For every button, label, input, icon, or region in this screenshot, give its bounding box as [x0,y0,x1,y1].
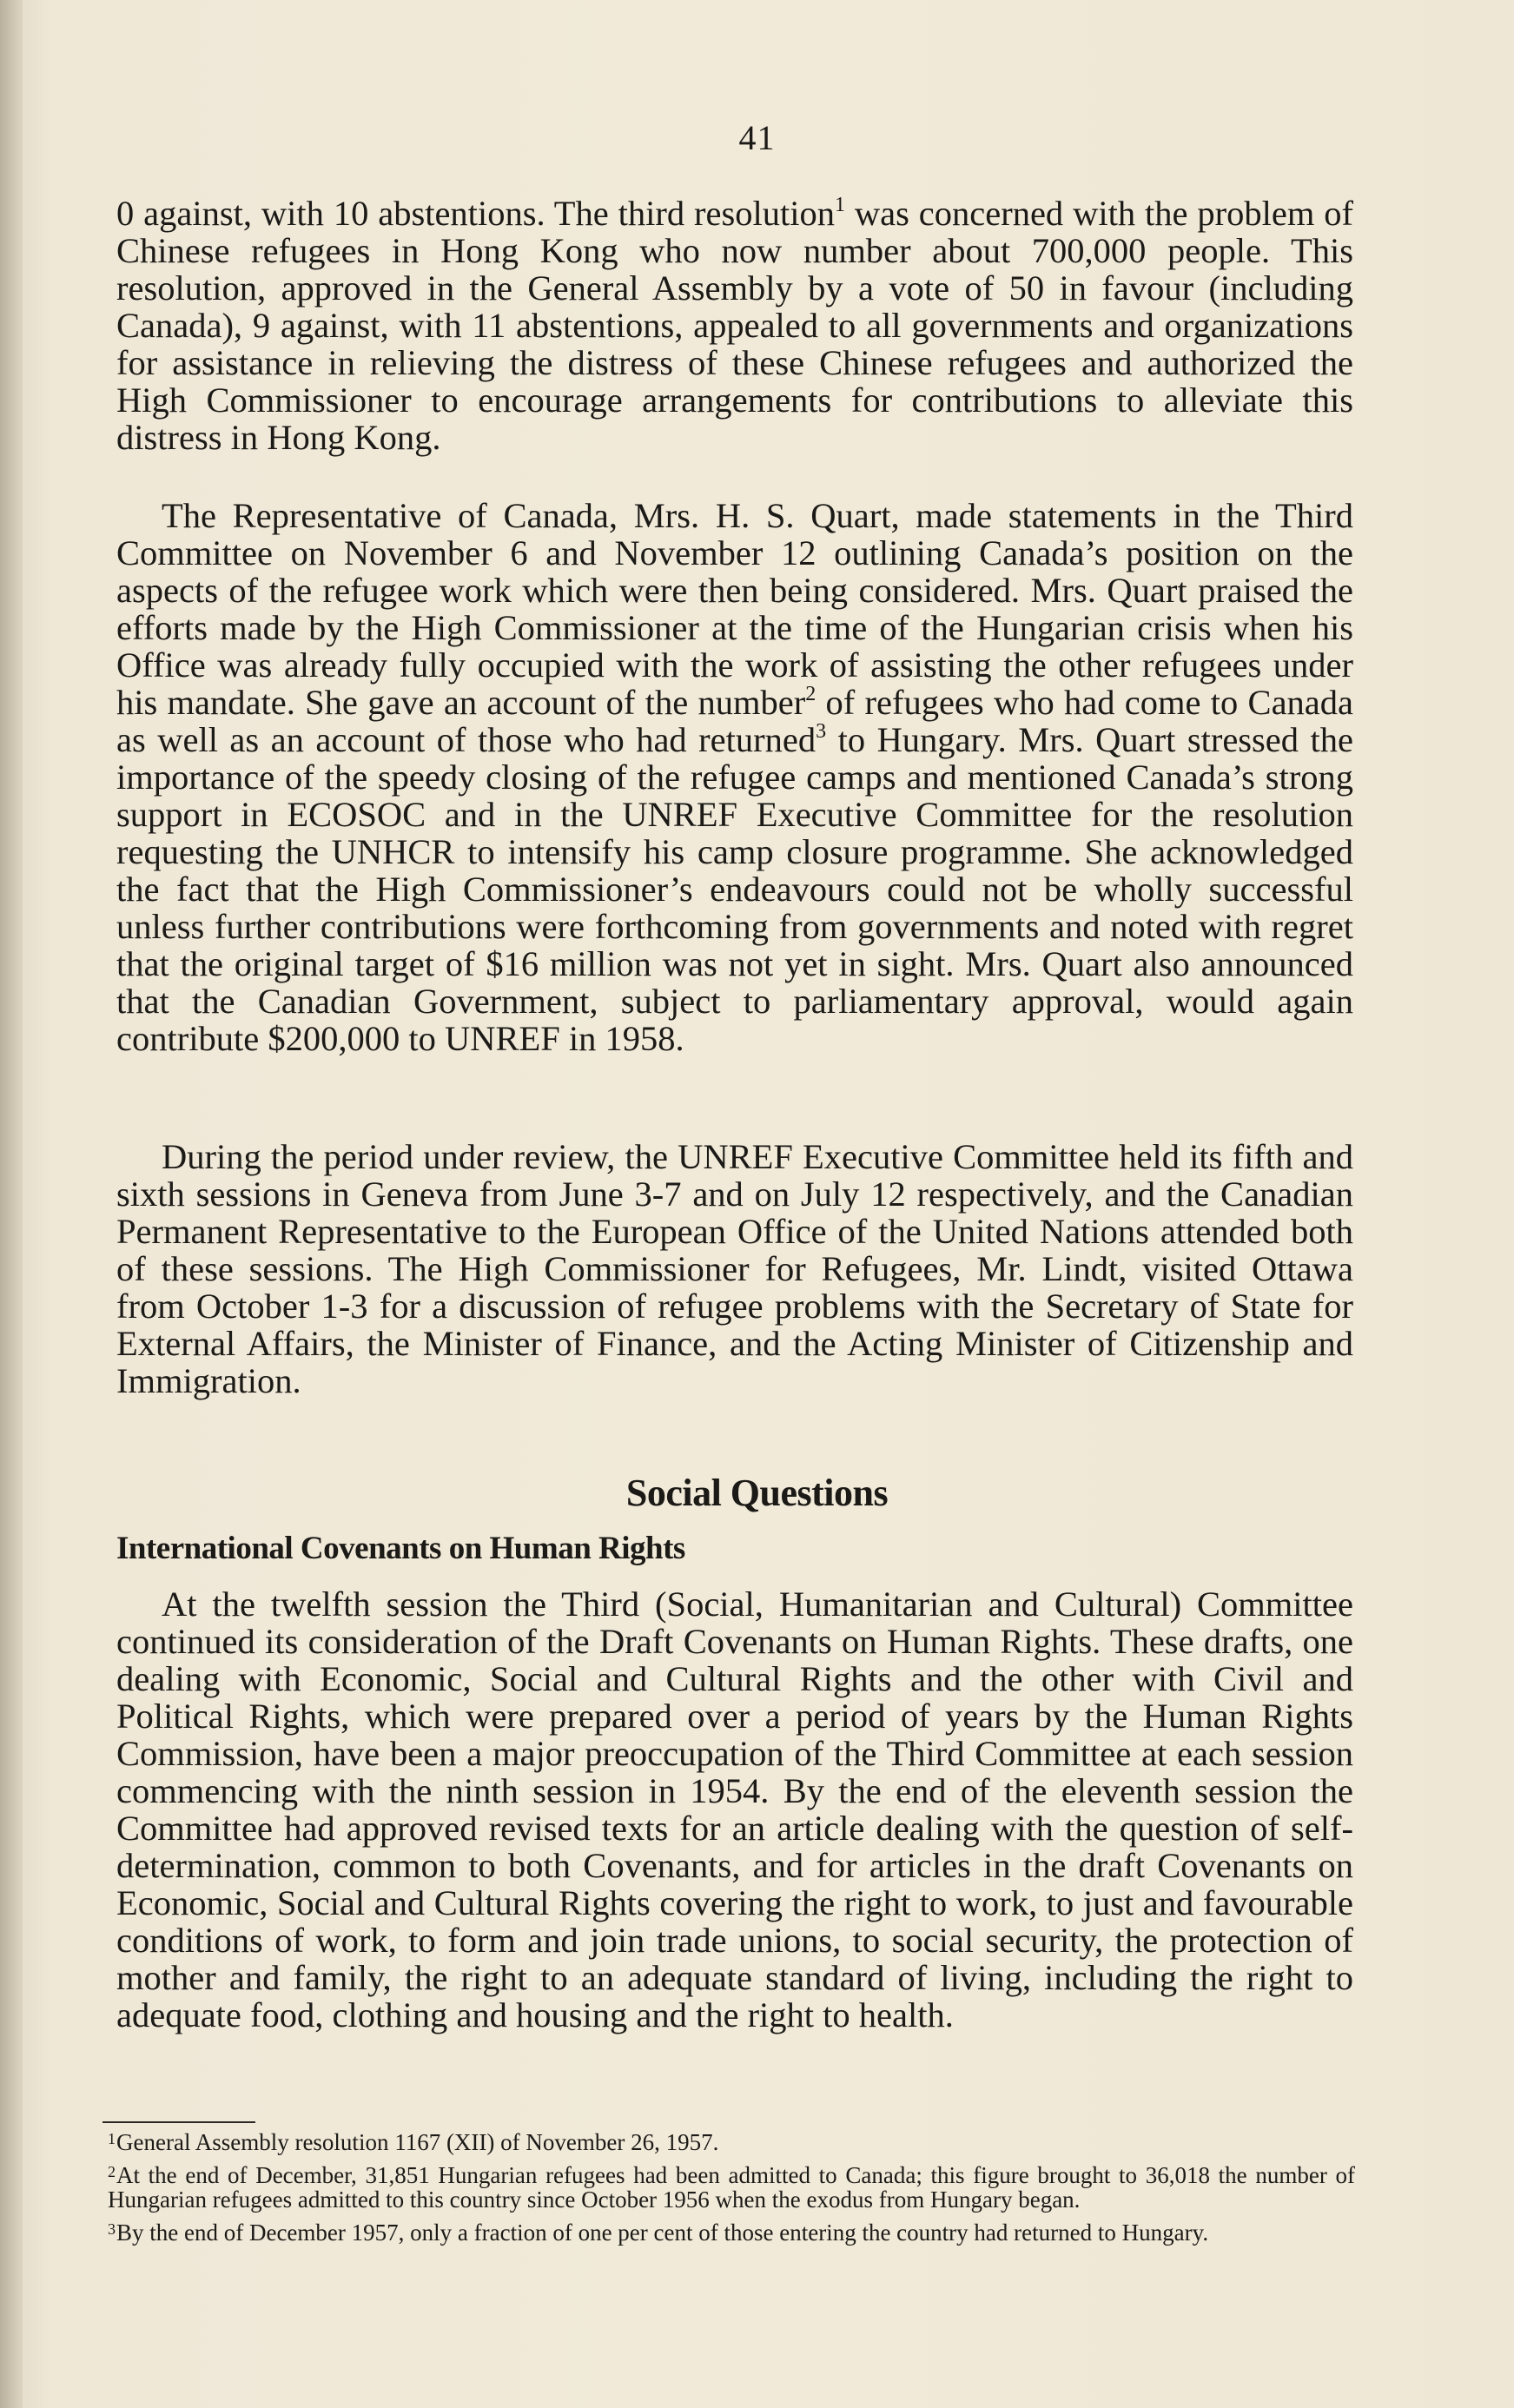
footnote-ref-1: 1 [835,193,845,216]
footnote-2 [108,2163,1355,2212]
paragraph-refugees-hong-kong [116,195,1353,456]
footnote-ref-3: 3 [816,719,827,743]
footnote-1 [108,2130,1355,2154]
footnote-text: By the end of December 1957, only a fraction of one per cent of those entering the country had returned to Hungary. [116,2219,1209,2246]
footnotes [108,2130,1355,2253]
footnote-text: At the end of December, 31,851 Hungarian refugees had been admitted to Canada; this figure brought to 36,018 the number of Hungarian refugees admitted to this country since October 1956 when the exodus from Hungary began. [108,2162,1355,2213]
paragraph-text: During the period under review, the UNREF Executive Committee held its fifth and sixth sessions in Geneva from June 3-7 and on July 12 respectively, and the Canadian Permanent Representative to the European Office of the United Nations attended both of these sessions. The High Commissioner for Refugees, Mr. Lindt, visited Ottawa from October 1-3 for a discussion of refugee problems with the Secretary of State for External Affairs, the Minister of Finance, and the Acting Minister of Citizenship and Immigration. [116,1137,1353,1400]
paragraph-text: 0 against, with 10 abstentions. The third resolution [116,194,835,233]
paragraph-text: At the twelfth session the Third (Social, Humanitarian and Cultural) Committee continued its consideration of the Draft Covenants on Human Rights. These drafts, one dealing with Economic, Social and Cultural Rights and the other with Civil and Political Rights, which were prepared over a period of years by the Human Rights Commission, have been a major preoccupation of the Third Committee at each session commencing with the ninth session in 1954. By the end of the eleventh session the Committee had approved revised texts for an article dealing with the question of self-determination, common to both Covenants, and for articles in the draft Covenants on Economic, Social and Cultural Rights covering the right to work, to just and favourable conditions of work, to form and join trade unions, to social security, the protection of mother and family, the right to an adequate standard of living, including the right to adequate food, clothing and housing and the right to health. [116,1584,1353,2034]
subsection-heading: International Covenants on Human Rights [116,1531,685,1566]
section-heading: Social Questions [625,1472,889,1514]
footnote-text: General Assembly resolution 1167 (XII) of November 26, 1957. [116,2129,719,2155]
paragraph-text: The Representative of Canada, Mrs. H. S. Quart, made statements in the Third Committee on November 6 and November 12 outlining Canada’s position on the aspects of the refugee work which were then being considered. Mrs. Quart praised the efforts made by the High Commissioner at the time of the Hungarian crisis when his Office was already fully occupied with the work of assisting the other refugees under his mandate. She gave an account of the number [116,496,1353,722]
paragraph-canada-representative [116,497,1353,1057]
paragraph-text: of refugees who had come to Canada as well as an account of those who had returned [116,683,1353,759]
paragraph-human-rights-covenants [116,1585,1353,2034]
binding-gutter [0,0,23,2408]
footnote-3 [108,2220,1355,2245]
paragraph-text: to Hungary. Mrs. Quart stressed the importance of the speedy closing of the refugee camps and mentioned Canada’s strong support in ECOSOC and in the UNREF Executive Committee for the resolution requesting the UNHCR to intensify his camp closure programme. She acknowledged the fact that the High Commissioner’s endeavours could not be wholly successful unless further contributions were forthcoming from governments and noted with regret that the original target of $16 million was not yet in sight. Mrs. Quart also announced that the Canadian Government, subject to parliamentary approval, would again contribute $200,000 to UNREF in 1958. [116,720,1353,1058]
footnote-ref-2: 2 [805,682,817,705]
paragraph-text: was concerned with the problem of Chinese refugees in Hong Kong who now number about 700,000 people. This resolution, approved in the General Assembly by a vote of 50 in favour (including Canada), 9 against, with 11 abstentions, appealed to all governments and organizations for assistance in relieving the distress of these Chinese refugees and authorized the High Commissioner to encourage arrangements for contributions to alleviate this distress in Hong Kong. [116,194,1353,457]
paragraph-unref-executive-committee [116,1138,1353,1399]
footnote-divider [102,2121,255,2123]
footnote-mark: 3 [108,2220,116,2238]
footnote-mark: 2 [108,2163,116,2180]
footnote-mark: 1 [108,2130,116,2147]
page-number: 41 [738,118,776,157]
